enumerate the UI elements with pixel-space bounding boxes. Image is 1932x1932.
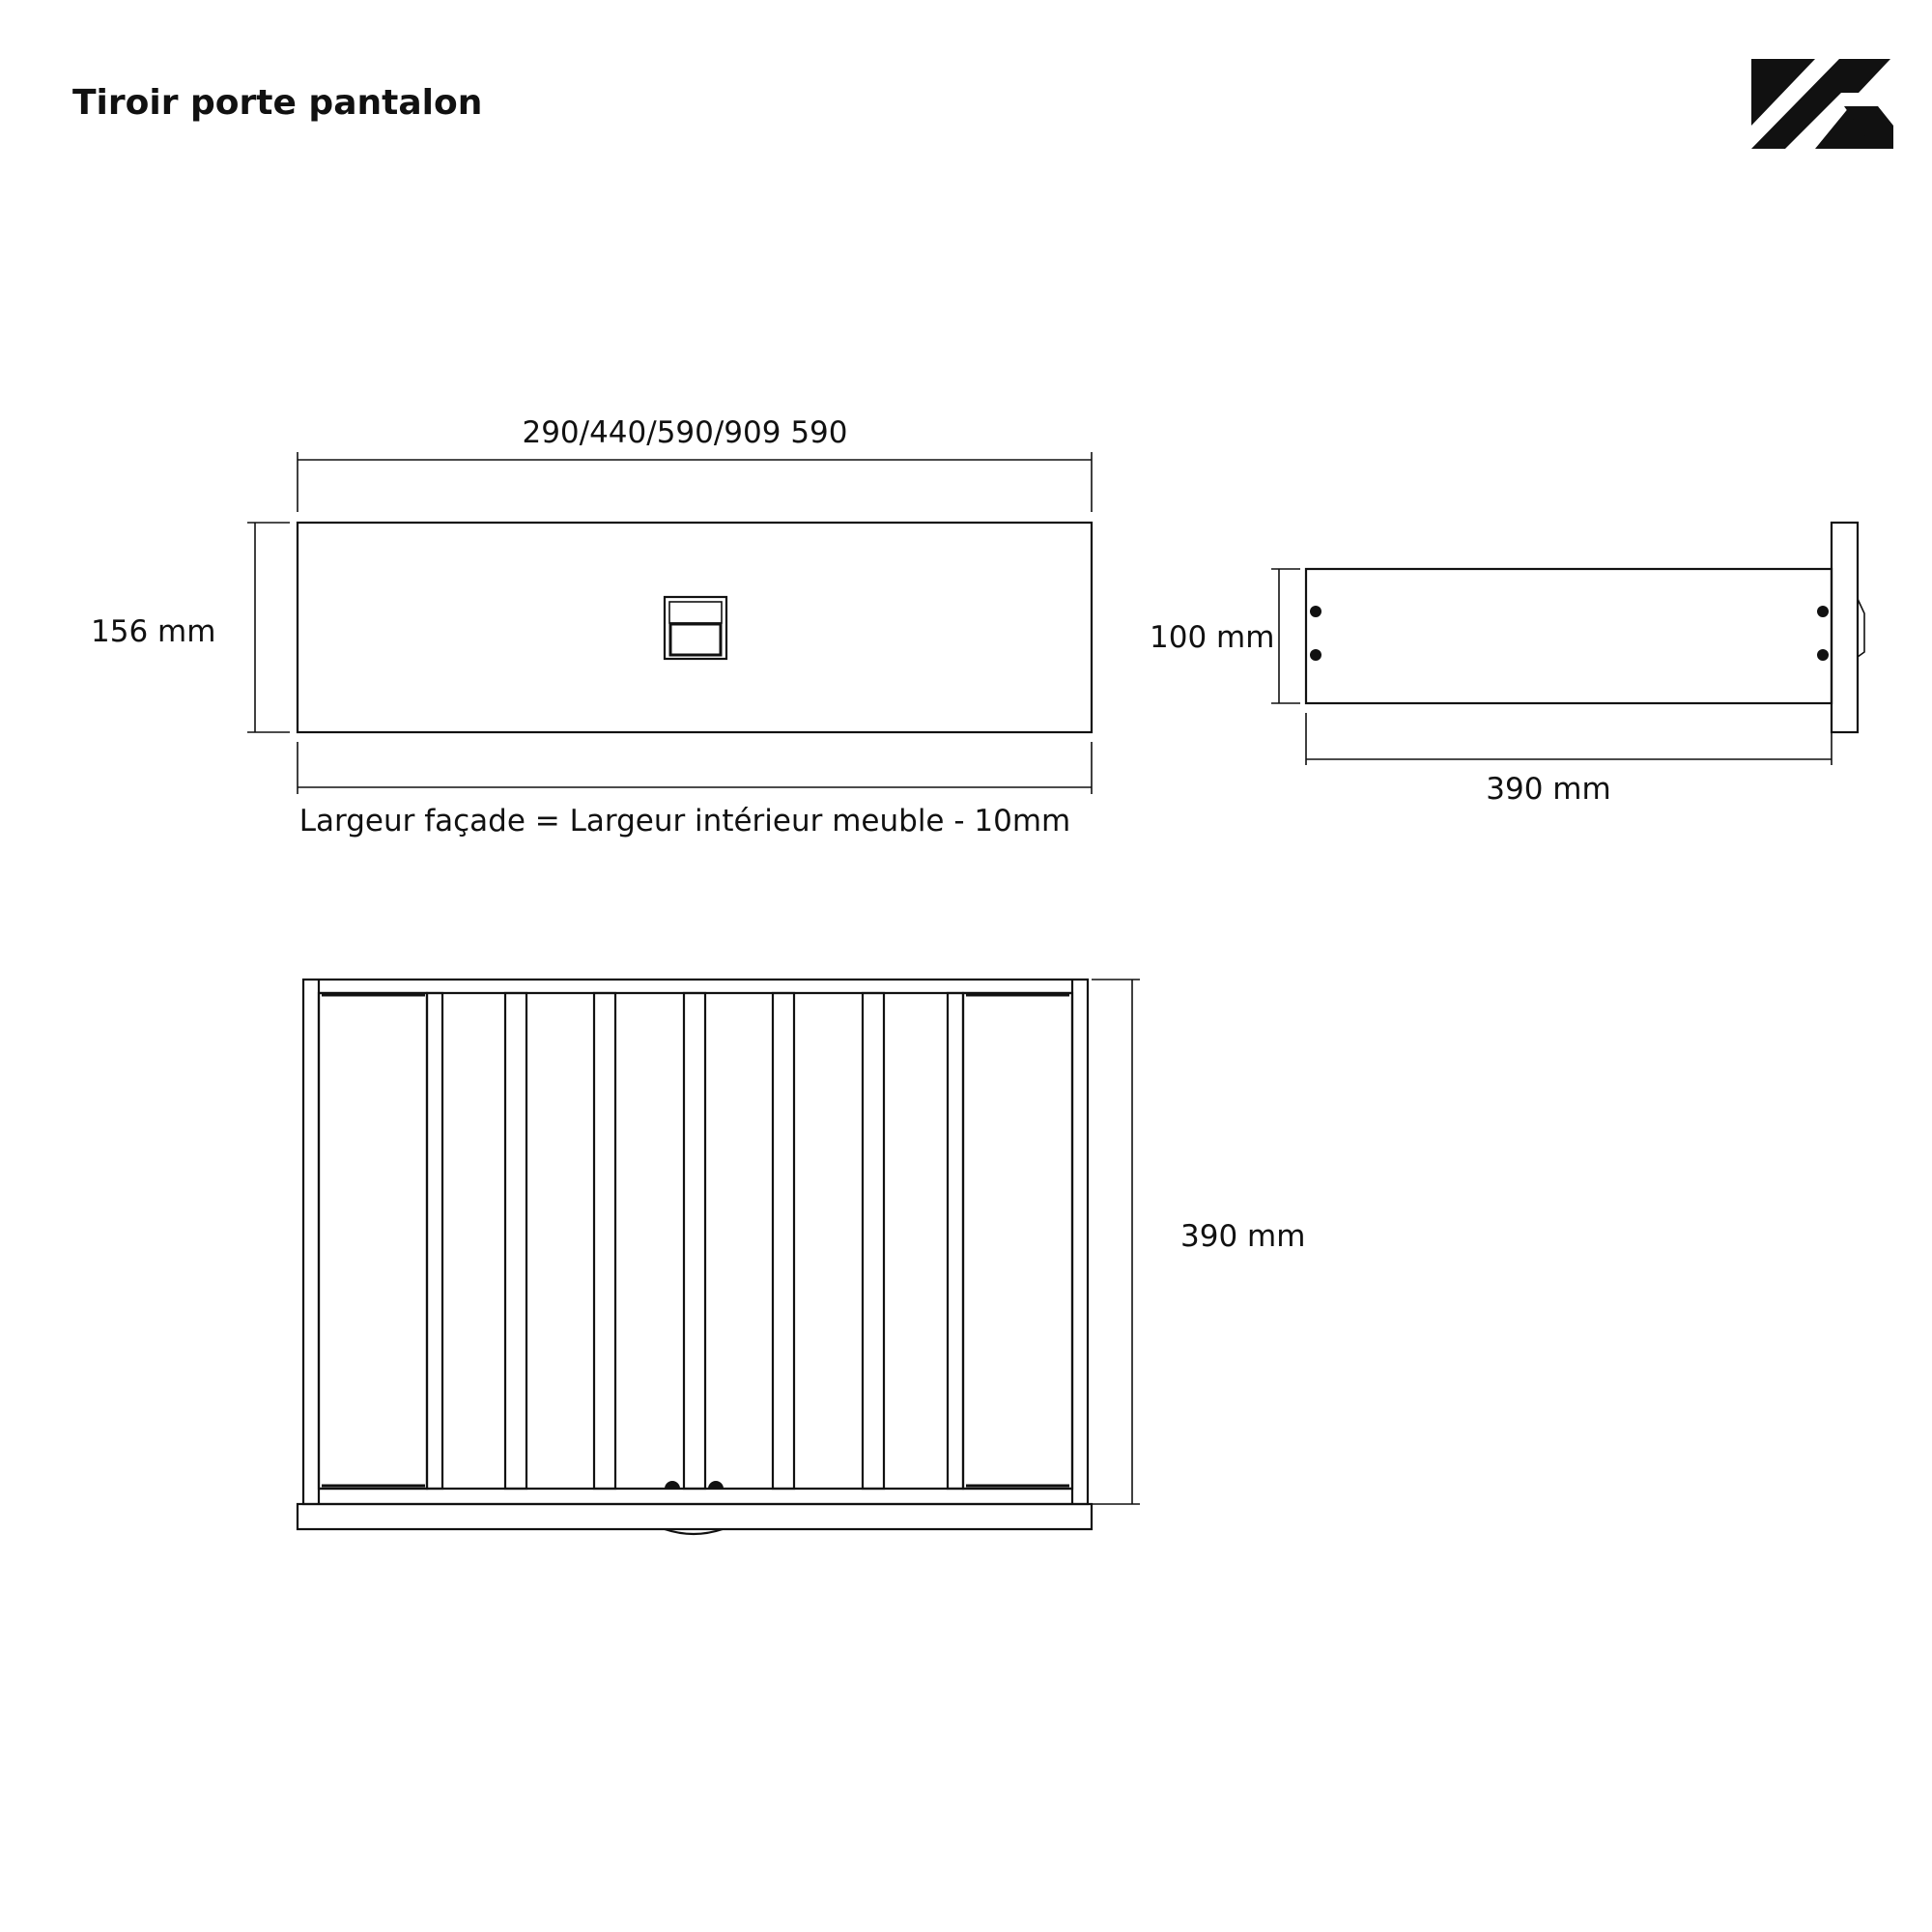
side-panel — [1306, 569, 1832, 703]
front-view — [91, 415, 1092, 838]
page-title: Tiroir porte pantalon — [72, 83, 483, 123]
top-view — [298, 980, 1305, 1534]
front-width-label: 290/440/590/909 590 — [522, 415, 848, 450]
screw-icon — [1817, 649, 1829, 661]
front-note: Largeur façade = Largeur intérieur meuble - 10mm — [298, 804, 1071, 838]
brand-logo — [1751, 59, 1893, 149]
screw-icon — [665, 1481, 680, 1489]
trouser-bar — [773, 993, 794, 1489]
drawer-front-panel — [298, 523, 1092, 732]
screw-icon — [1310, 606, 1321, 617]
trouser-bar — [594, 993, 615, 1489]
trouser-bar — [863, 993, 884, 1489]
left-side-panel — [319, 993, 427, 1489]
side-front-panel — [1832, 523, 1858, 732]
screw-icon — [1310, 649, 1321, 661]
screw-icon — [1817, 606, 1829, 617]
trouser-bar — [427, 993, 442, 1489]
side-height-label: 100 mm — [1150, 620, 1275, 655]
side-depth-label: 390 mm — [1486, 772, 1611, 807]
front-height-label: 156 mm — [91, 614, 216, 649]
top-depth-label: 390 mm — [1180, 1219, 1306, 1254]
drawer-frame — [303, 980, 1088, 1504]
side-view — [1150, 523, 1864, 807]
trouser-bar — [684, 993, 705, 1489]
screw-icon — [708, 1481, 724, 1489]
right-side-panel — [963, 993, 1072, 1489]
drawer-front-edge — [298, 1504, 1092, 1529]
recessed-handle-icon — [665, 597, 726, 659]
trouser-bar — [948, 993, 963, 1489]
trouser-bar — [505, 993, 526, 1489]
